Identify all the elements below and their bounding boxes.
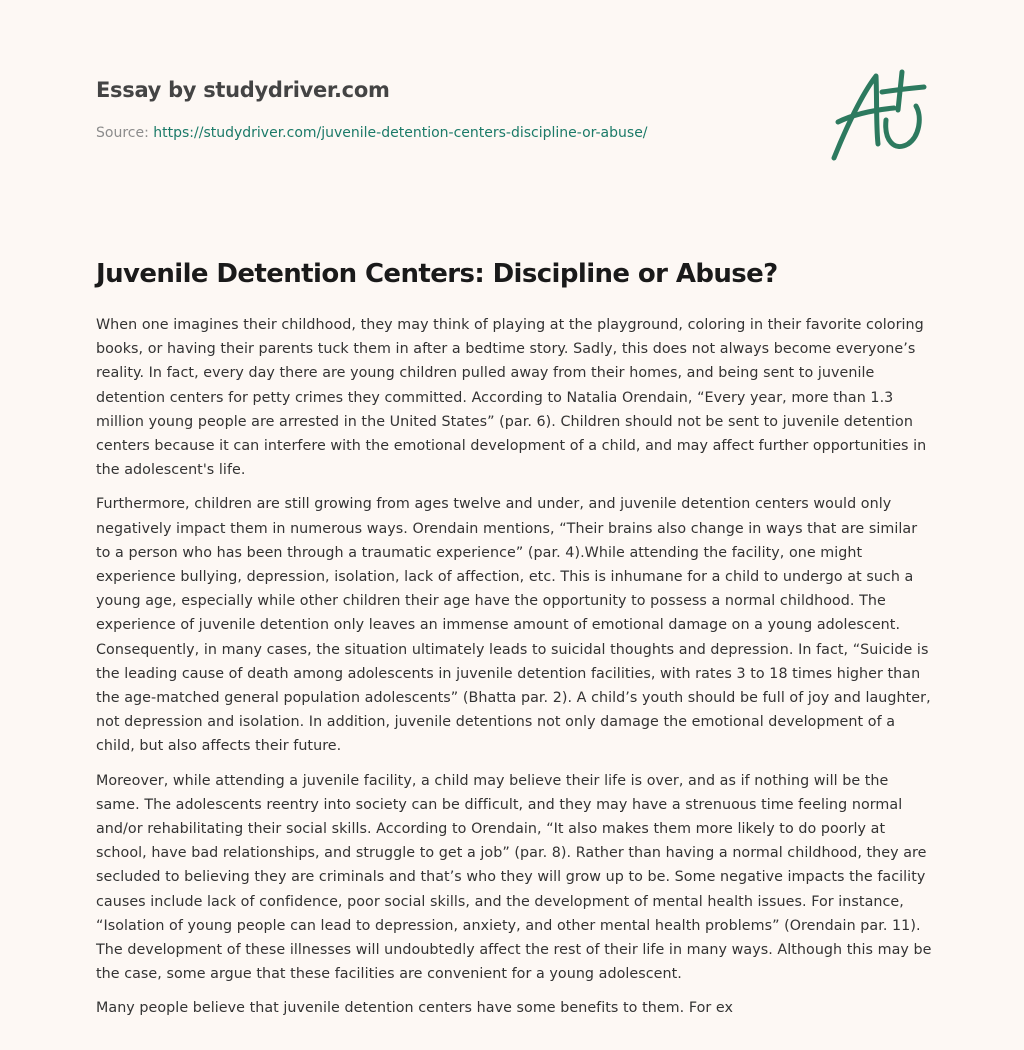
brand-title: Essay by studydriver.com — [96, 78, 390, 102]
paragraph: Moreover, while attending a juvenile facility, a child may believe their life is over, and as if nothing will be the same. The adolescents reentry into society can be difficult, and they may have a strenuous time feeling normal and/or rehabilitating their social skills. According to Orendain, “It also makes them more likely to do poorly at school, have bad relationships, and struggle to get a job” (par. 8). Rather than having a normal childhood, they are secluded to believing they are criminals and that’s who they will grow up to be. Some negative impacts the facility causes include lack of confidence, poor social skills, and the development of mental health issues. For instance, “Isolation of young people can lead to depression, anxiety, and other mental health problems” (Orendain par. 11). The development of these illnesses will undoubtedly affect the rest of their life in many ways. Although this may be the case, some argue that these facilities are convenient for a young adolescent. — [96, 772, 932, 983]
paragraph: When one imagines their childhood, they may think of playing at the playground, coloring in their favorite coloring books, or having their parents tuck them in after a bedtime story. Sadly, this does not always become everyone’s reality. In fact, every day there are young children pulled away from their homes, and being sent to juvenile detention centers for petty crimes they committed. According to Natalia Orendain, “Every year, more than 1.3 million young people are arrested in the United States” (par. 6). Children should not be sent to juvenile detention centers because it can interfere with the emotional development of a child, and may affect further opportunities in the adolescent's life. — [96, 317, 927, 479]
article-body — [96, 313, 936, 1031]
page-header — [96, 0, 928, 220]
a-plus-logo-icon — [824, 66, 928, 166]
paragraph: Furthermore, children are still growing from ages twelve and under, and juvenile detention centers would only negatively impact them in numerous ways. Orendain mentions, “Their brains also change in ways that are similar to a person who has been through a traumatic experience” (par. 4).While attending the facility, one might experience bullying, depression, isolation, lack of affection, etc. This is inhumane for a child to undergo at such a young age, especially while other children their age have the opportunity to possess a normal childhood. The experience of juvenile detention only leaves an immense amount of emotional damage on a young adolescent. Consequently, in many cases, the situation ultimately leads to suicidal thoughts and depression. In fact, “Suicide is the leading cause of death among adolescents in juvenile detention facilities, with rates 3 to 18 times higher than the age-matched general population adolescents” (Bhatta par. 2). A child’s youth should be full of joy and laughter, not depression and isolation. In addition, juvenile detentions not only damage the emotional development of a child, but also affects their future. — [96, 496, 931, 755]
article-title: Juvenile Detention Centers: Discipline or Abuse? — [96, 259, 778, 289]
paragraph-truncated: Many people believe that juvenile detention centers have some benefits to them. For ex — [96, 1000, 734, 1017]
source-link[interactable]: https://studydriver.com/juvenile-detention-centers-discipline-or-abuse/ — [153, 125, 648, 141]
source-label: Source: — [96, 125, 154, 141]
source-line — [96, 123, 648, 143]
